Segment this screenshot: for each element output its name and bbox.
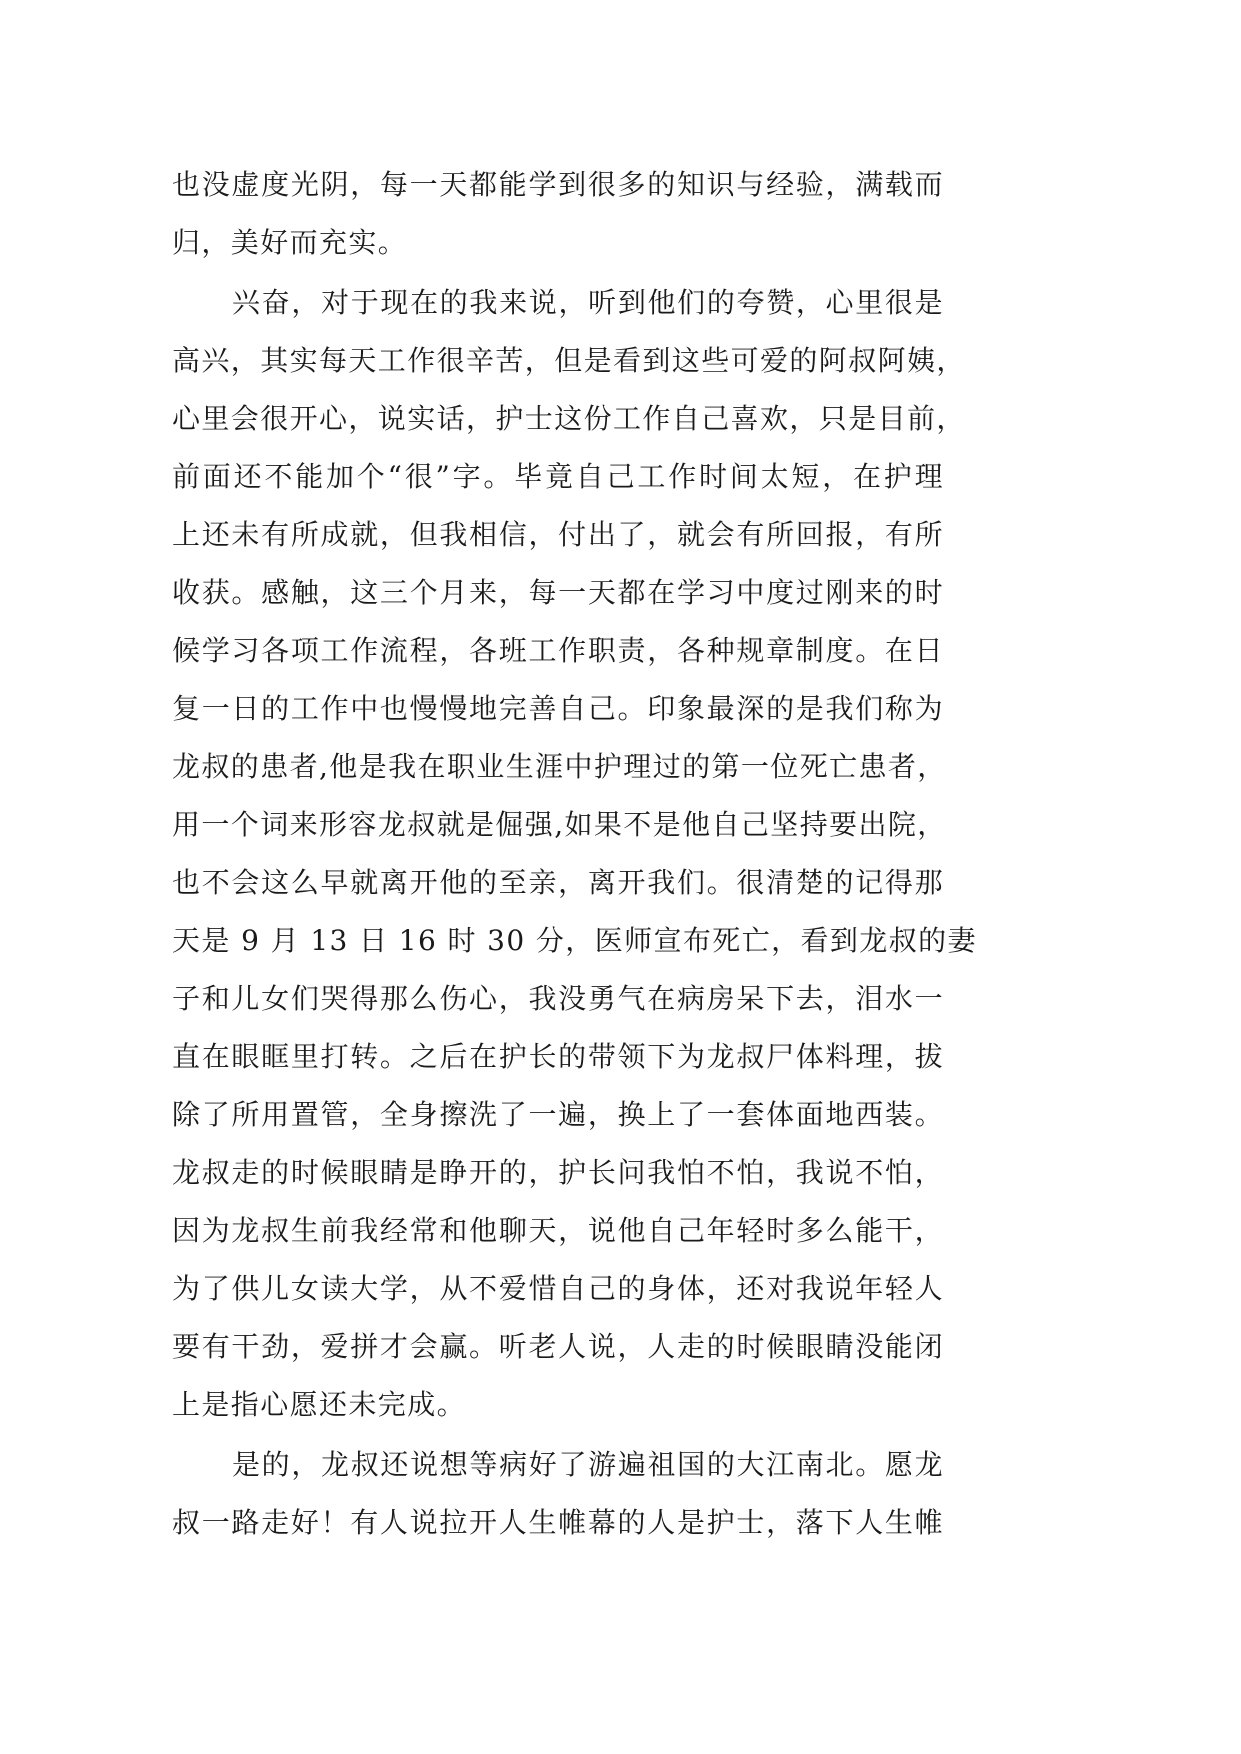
text-line: 复一日的工作中也慢慢地完善自己。印象最深的是我们称为	[172, 692, 944, 725]
text-line: 天是 9 月 13 日 16 时 30 分，医师宣布死亡，看到龙叔的妻	[172, 924, 977, 957]
body-text	[172, 156, 977, 1552]
text-line: 直在眼眶里打转。之后在护长的带领下为龙叔尸体料理，拔	[172, 1040, 944, 1073]
text-line: 为了供儿女读大学，从不爱惜自己的身体，还对我说年轻人	[172, 1272, 944, 1305]
text-line: 也没虚度光阴，每一天都能学到很多的知识与经验，满载而	[172, 168, 944, 201]
text-line: 上是指心愿还未完成。	[172, 1388, 467, 1421]
text-line: 叔一路走好！有人说拉开人生帷幕的人是护士，落下人生帷	[172, 1506, 944, 1539]
text-line: 是的，龙叔还说想等病好了游遍祖国的大江南北。愿龙	[232, 1448, 944, 1481]
paragraph	[172, 156, 944, 272]
text-line: 也不会这么早就离开他的至亲，离开我们。很清楚的记得那	[172, 866, 944, 899]
text-line: 兴奋，对于现在的我来说，听到他们的夸赞，心里很是	[232, 286, 944, 319]
text-line: 用一个词来形容龙叔就是倔强,如果不是他自己坚持要出院，	[172, 808, 947, 841]
text-line: 高兴，其实每天工作很辛苦，但是看到这些可爱的阿叔阿姨，	[172, 344, 966, 377]
text-line: 候学习各项工作流程，各班工作职责，各种规章制度。在日	[172, 634, 944, 667]
text-line: 除了所用置管，全身擦洗了一遍，换上了一套体面地西装。	[172, 1098, 944, 1131]
text-line: 因为龙叔生前我经常和他聊天，说他自己年轻时多么能干，	[172, 1214, 944, 1247]
text-line: 心里会很开心，说实话，护士这份工作自己喜欢，只是目前，	[172, 402, 966, 435]
paragraph	[172, 1436, 944, 1552]
text-line: 龙叔走的时候眼睛是睁开的，护长问我怕不怕，我说不怕，	[172, 1156, 944, 1189]
text-line: 上还未有所成就，但我相信，付出了，就会有所回报，有所	[172, 518, 944, 551]
text-line: 归，美好而充实。	[172, 226, 408, 259]
text-line: 子和儿女们哭得那么伤心，我没勇气在病房呆下去，泪水一	[172, 982, 944, 1015]
text-line: 龙叔的患者,他是我在职业生涯中护理过的第一位死亡患者，	[172, 750, 947, 783]
paragraph	[172, 274, 977, 1434]
text-line: 要有干劲，爱拼才会赢。听老人说，人走的时候眼睛没能闭	[172, 1330, 944, 1363]
text-line: 前面还不能加个“很”字。毕竟自己工作时间太短，在护理	[172, 460, 944, 493]
text-line: 收获。感触，这三个月来，每一天都在学习中度过刚来的时	[172, 576, 944, 609]
